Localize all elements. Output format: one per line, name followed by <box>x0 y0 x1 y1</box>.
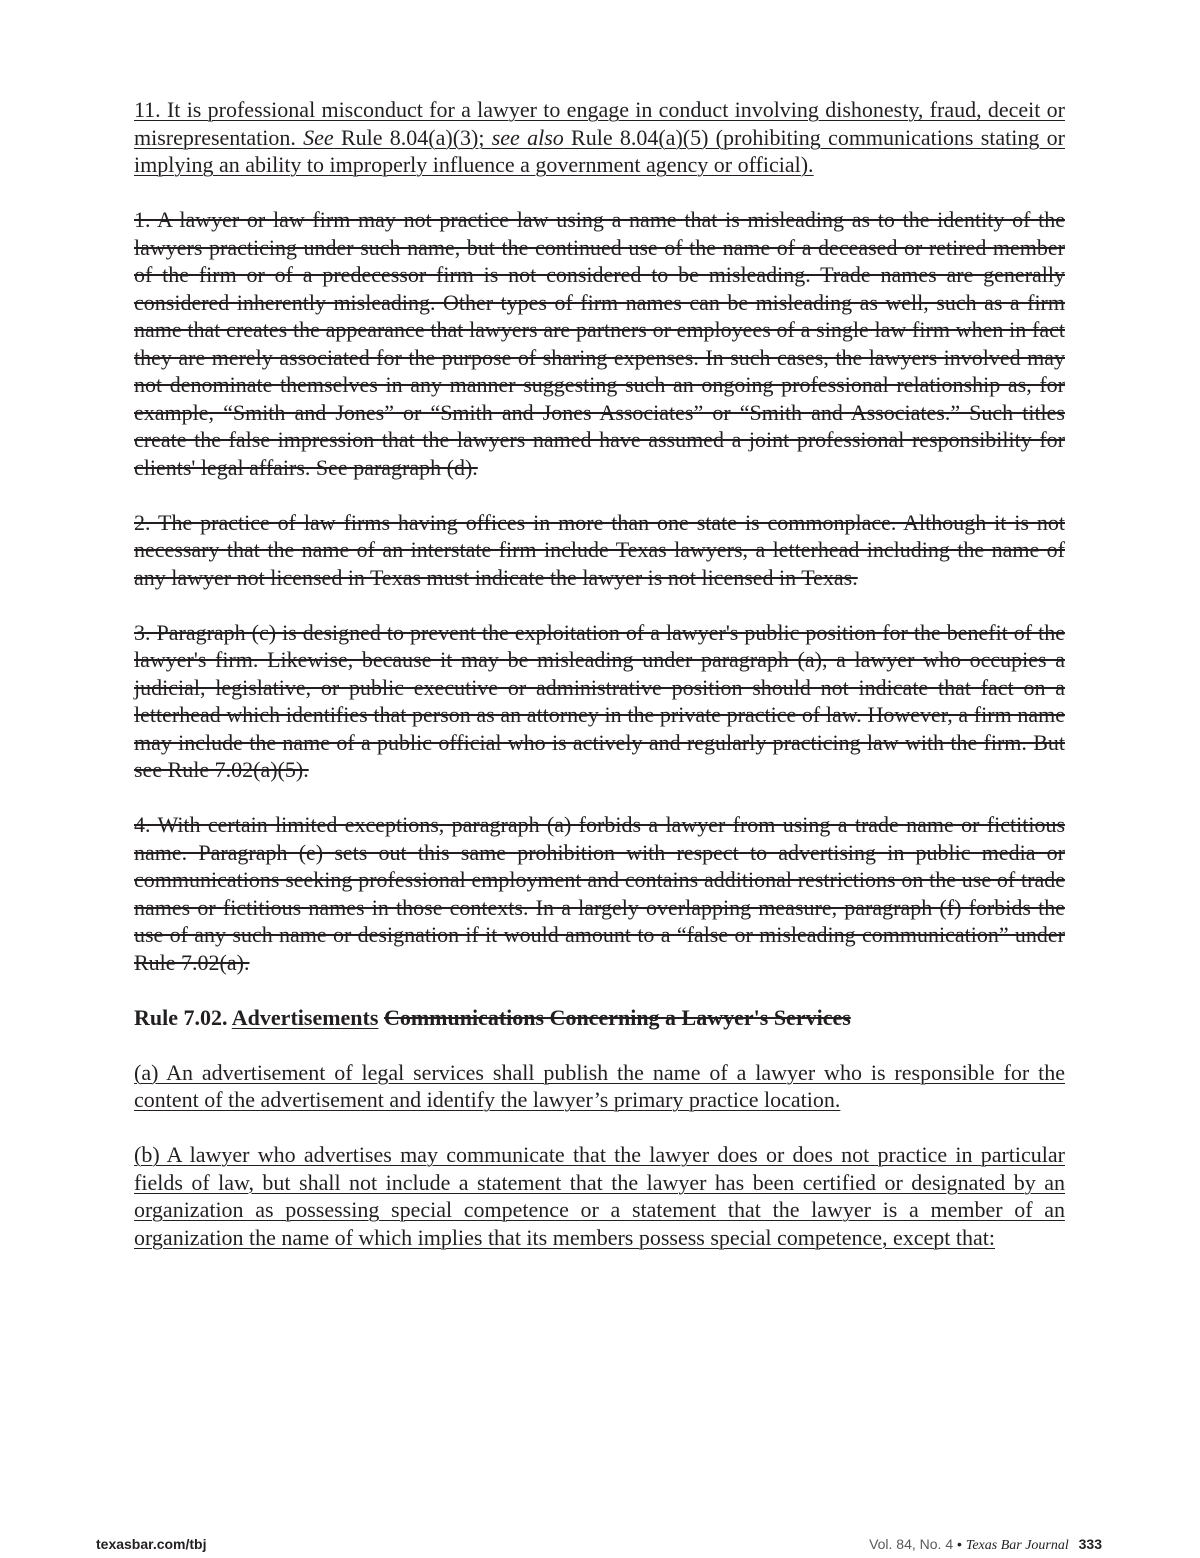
paragraph-a <box>134 1059 1065 1114</box>
see-also-citation-signal: see also <box>491 124 564 150</box>
rule-heading <box>134 1004 1065 1032</box>
comment-11-part2: Rule 8.04(a)(3); <box>333 124 492 150</box>
rule-number: Rule 7.02. <box>134 1004 228 1030</box>
comment-11-part3: Rule 8.04(a)(5) (prohibiting communications stating or implying an ability to improperly influence a government agency or official). <box>134 124 1065 177</box>
document-body <box>134 96 1065 1251</box>
comment-11-text <box>134 97 1065 177</box>
deleted-comment-1-text: 1. A lawyer or law firm may not practice law using a name that is misleading as to the identity of the lawyers practicing under such name, but the continued use of the name of a deceased or retired member of the firm or of a predecessor firm is not considered to be misleading. Trade names are generally considered inherently misleading. Other types of firm names can be misleading as well, such as a firm name that creates the appearance that lawyers are partners or employees of a single law firm when in fact they are merely associated for the purpose of sharing expenses. In such cases, the lawyers involved may not denominate themselves in any manner suggesting such an ongoing professional relationship as, for example, “Smith and Jones” or “Smith and Jones Associates” or “Smith and Associates.” Such titles create the false impression that the lawyers named have assumed a joint professional responsibility for clients' legal affairs. See paragraph (d). <box>134 207 1065 480</box>
deleted-comment-4 <box>134 811 1065 976</box>
deleted-comment-2-text: 2. The practice of law firms having offices in more than one state is commonplace. Although it is not necessary that the name of an interstate firm include Texas lawyers, a letterhead including the name of any lawyer not licensed in Texas must indicate the lawyer is not licensed in Texas. <box>134 509 1065 590</box>
rule-new-title: Advertisements <box>231 1004 379 1030</box>
rule-old-title: Communications Concerning a Lawyer's Services <box>383 1004 851 1030</box>
paragraph-b <box>134 1141 1065 1251</box>
see-citation-signal: See <box>303 124 334 150</box>
deleted-comment-3 <box>134 619 1065 784</box>
paragraph-a-text: (a) An advertisement of legal services shall publish the name of a lawyer who is responsible for the content of the advertisement and identify the lawyer’s primary practice location. <box>134 1059 1065 1112</box>
deleted-comment-2 <box>134 509 1065 592</box>
comment-11 <box>134 96 1065 179</box>
footer-publication-info <box>869 1536 1102 1554</box>
footer-volume: Vol. 84, No. 4 <box>869 1536 954 1552</box>
deleted-comment-1 <box>134 206 1065 481</box>
deleted-comment-3-text: 3. Paragraph (c) is designed to prevent the exploitation of a lawyer's public position for the benefit of the lawyer's firm. Likewise, because it may be misleading under paragraph (a), a lawyer who occupies a judicial, legislative, or public executive or administrative position should not indicate that fact on a letterhead which identifies that person as an attorney in the private practice of law. However, a firm name may include the name of a public official who is actively and regularly practicing law with the firm. But see Rule 7.02(a)(5). <box>134 619 1065 782</box>
page-footer <box>96 1536 1102 1556</box>
comment-11-part1: 11. It is professional misconduct for a lawyer to engage in conduct involving dishonesty, fraud, deceit or misrepresentation. <box>134 97 1065 150</box>
footer-bullet: • <box>957 1536 962 1552</box>
deleted-comment-4-text: 4. With certain limited exceptions, paragraph (a) forbids a lawyer from using a trade name or fictitious name. Paragraph (e) sets out this same prohibition with respect to advertising in public media or communications seeking professional employment and contains additional restrictions on the use of trade names or fictitious names in those contexts. In a largely overlapping measure, paragraph (f) forbids the use of any such name or designation if it would amount to a “false or misleading communication” under Rule 7.02(a). <box>134 812 1065 975</box>
footer-website: texasbar.com/tbj <box>96 1536 207 1552</box>
footer-journal-name: Texas Bar Journal <box>965 1538 1069 1553</box>
paragraph-b-text: (b) A lawyer who advertises may communicate that the lawyer does or does not practice in particular fields of law, but shall not include a statement that the lawyer has been certified or designated by an organization as possessing special competence or a statement that the lawyer is a member of an organization the name of which implies that its members possess special competence, except that: <box>134 1142 1065 1250</box>
footer-page-number: 333 <box>1078 1536 1102 1552</box>
